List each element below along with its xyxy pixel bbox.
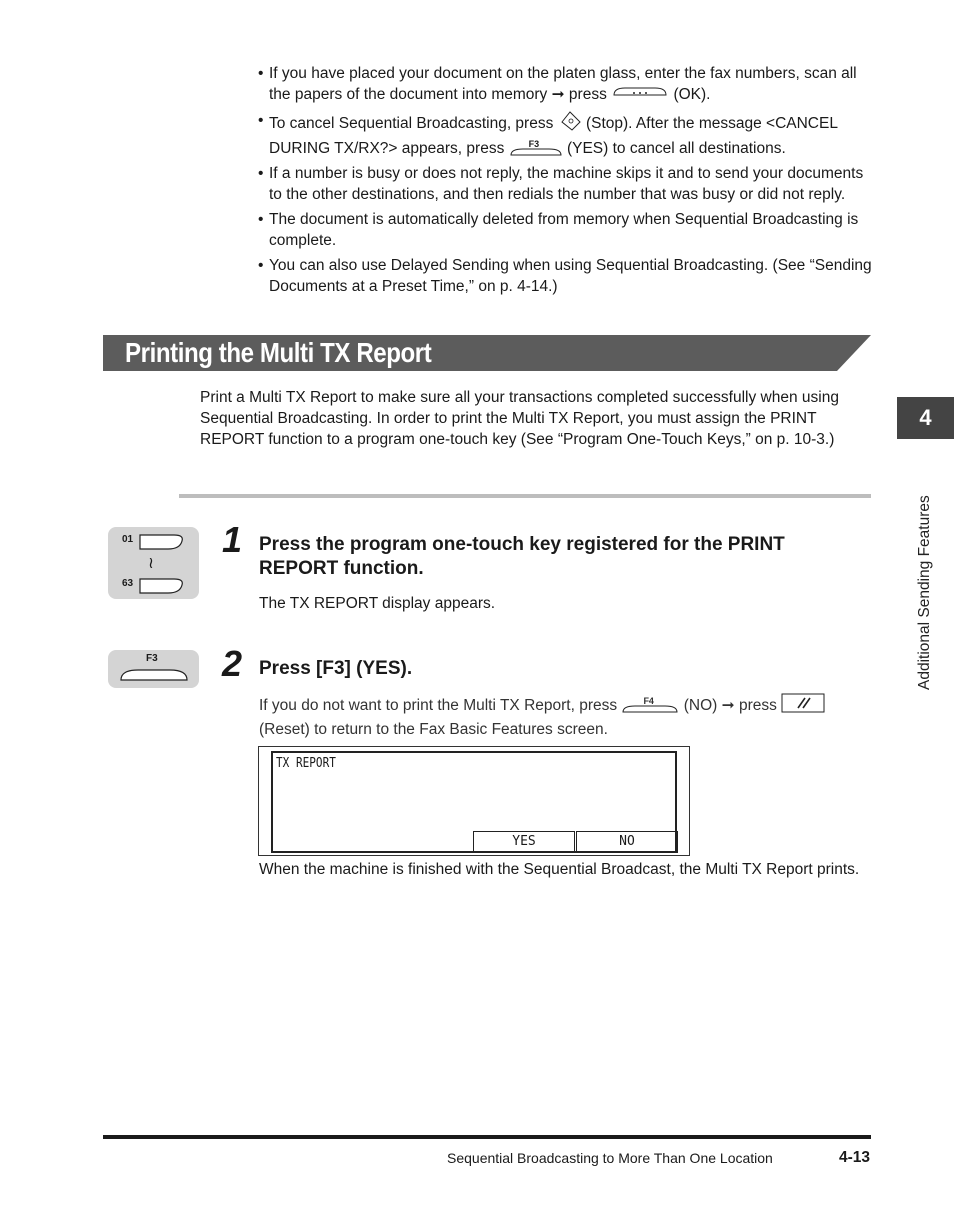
- section-intro: Print a Multi TX Report to make sure all your transactions completed successfully when using Sequential Broadcasting. In order to print the Multi TX Report, you must assign the PRINT REPORT function to a program one-touch key (See “Program One-Touch Keys,” on p. 10-3.): [200, 389, 839, 448]
- arrow-icon: ➞: [551, 86, 565, 104]
- reset-key-icon: [781, 693, 825, 719]
- list-item: • You can also use Delayed Sending when using Sequential Broadcasting. (See “Sending Documents at a Preset Time,” on p. 4-14.): [258, 255, 873, 297]
- page-number: 4-13: [839, 1149, 871, 1166]
- step-title: Press [F3] (YES).: [259, 658, 413, 679]
- step-title: Press the program one-touch key registered for the PRINT REPORT function.: [259, 534, 785, 579]
- f4-key-icon: F4: [621, 696, 679, 716]
- f3-key-icon: F3: [509, 139, 563, 159]
- divider: [179, 494, 871, 498]
- lcd-display: [258, 746, 690, 856]
- one-touch-keys-illustration: 01 ≀ 63: [108, 527, 199, 599]
- f3-key-illustration: F3: [108, 650, 199, 688]
- step-description: If you do not want to print the Multi TX Report, press F4 (NO) ➞ press (Reset) to return to the Fax Basic Features screen.: [259, 693, 871, 740]
- step-number: 2: [222, 643, 243, 684]
- chapter-tab: 4: [897, 397, 954, 439]
- arrow-icon: ➞: [721, 697, 735, 715]
- notes-list: [258, 63, 873, 301]
- chapter-label: Additional Sending Features: [916, 495, 933, 690]
- step-description: The TX REPORT display appears.: [259, 595, 496, 612]
- step-result: When the machine is finished with the Sequential Broadcast, the Multi TX Report prints.: [259, 861, 860, 878]
- list-item: • To cancel Sequential Broadcasting, press (Stop). After the message <CANCEL DURING TX/RX?> appears, press F3 (YES) to cancel all destinations.: [258, 110, 873, 159]
- ok-key-icon: [611, 84, 669, 106]
- one-touch-key-icon: [138, 531, 186, 551]
- section-title: Printing the Multi TX Report: [125, 337, 432, 368]
- stop-key-icon: [558, 110, 582, 138]
- lcd-yes-button: YES: [473, 831, 575, 853]
- list-item: • If a number is busy or does not reply, the machine skips it and to send your documents to the other destinations, and then redials the number that was busy or did not reply.: [258, 163, 873, 205]
- footer-rule: [103, 1135, 871, 1139]
- footer-title: Sequential Broadcasting to More Than One Location: [447, 1150, 773, 1166]
- list-item: • The document is automatically deleted from memory when Sequential Broadcasting is complete.: [258, 209, 873, 251]
- lcd-title: TX REPORT: [276, 756, 336, 771]
- list-item: • If you have placed your document on the platen glass, enter the fax numbers, scan all the papers of the document into memory ➞ press (OK).: [258, 63, 873, 106]
- one-touch-key-icon: [138, 575, 186, 595]
- step-number: 1: [222, 519, 243, 560]
- f3-key-icon: [118, 662, 190, 684]
- lcd-no-button: NO: [576, 831, 678, 853]
